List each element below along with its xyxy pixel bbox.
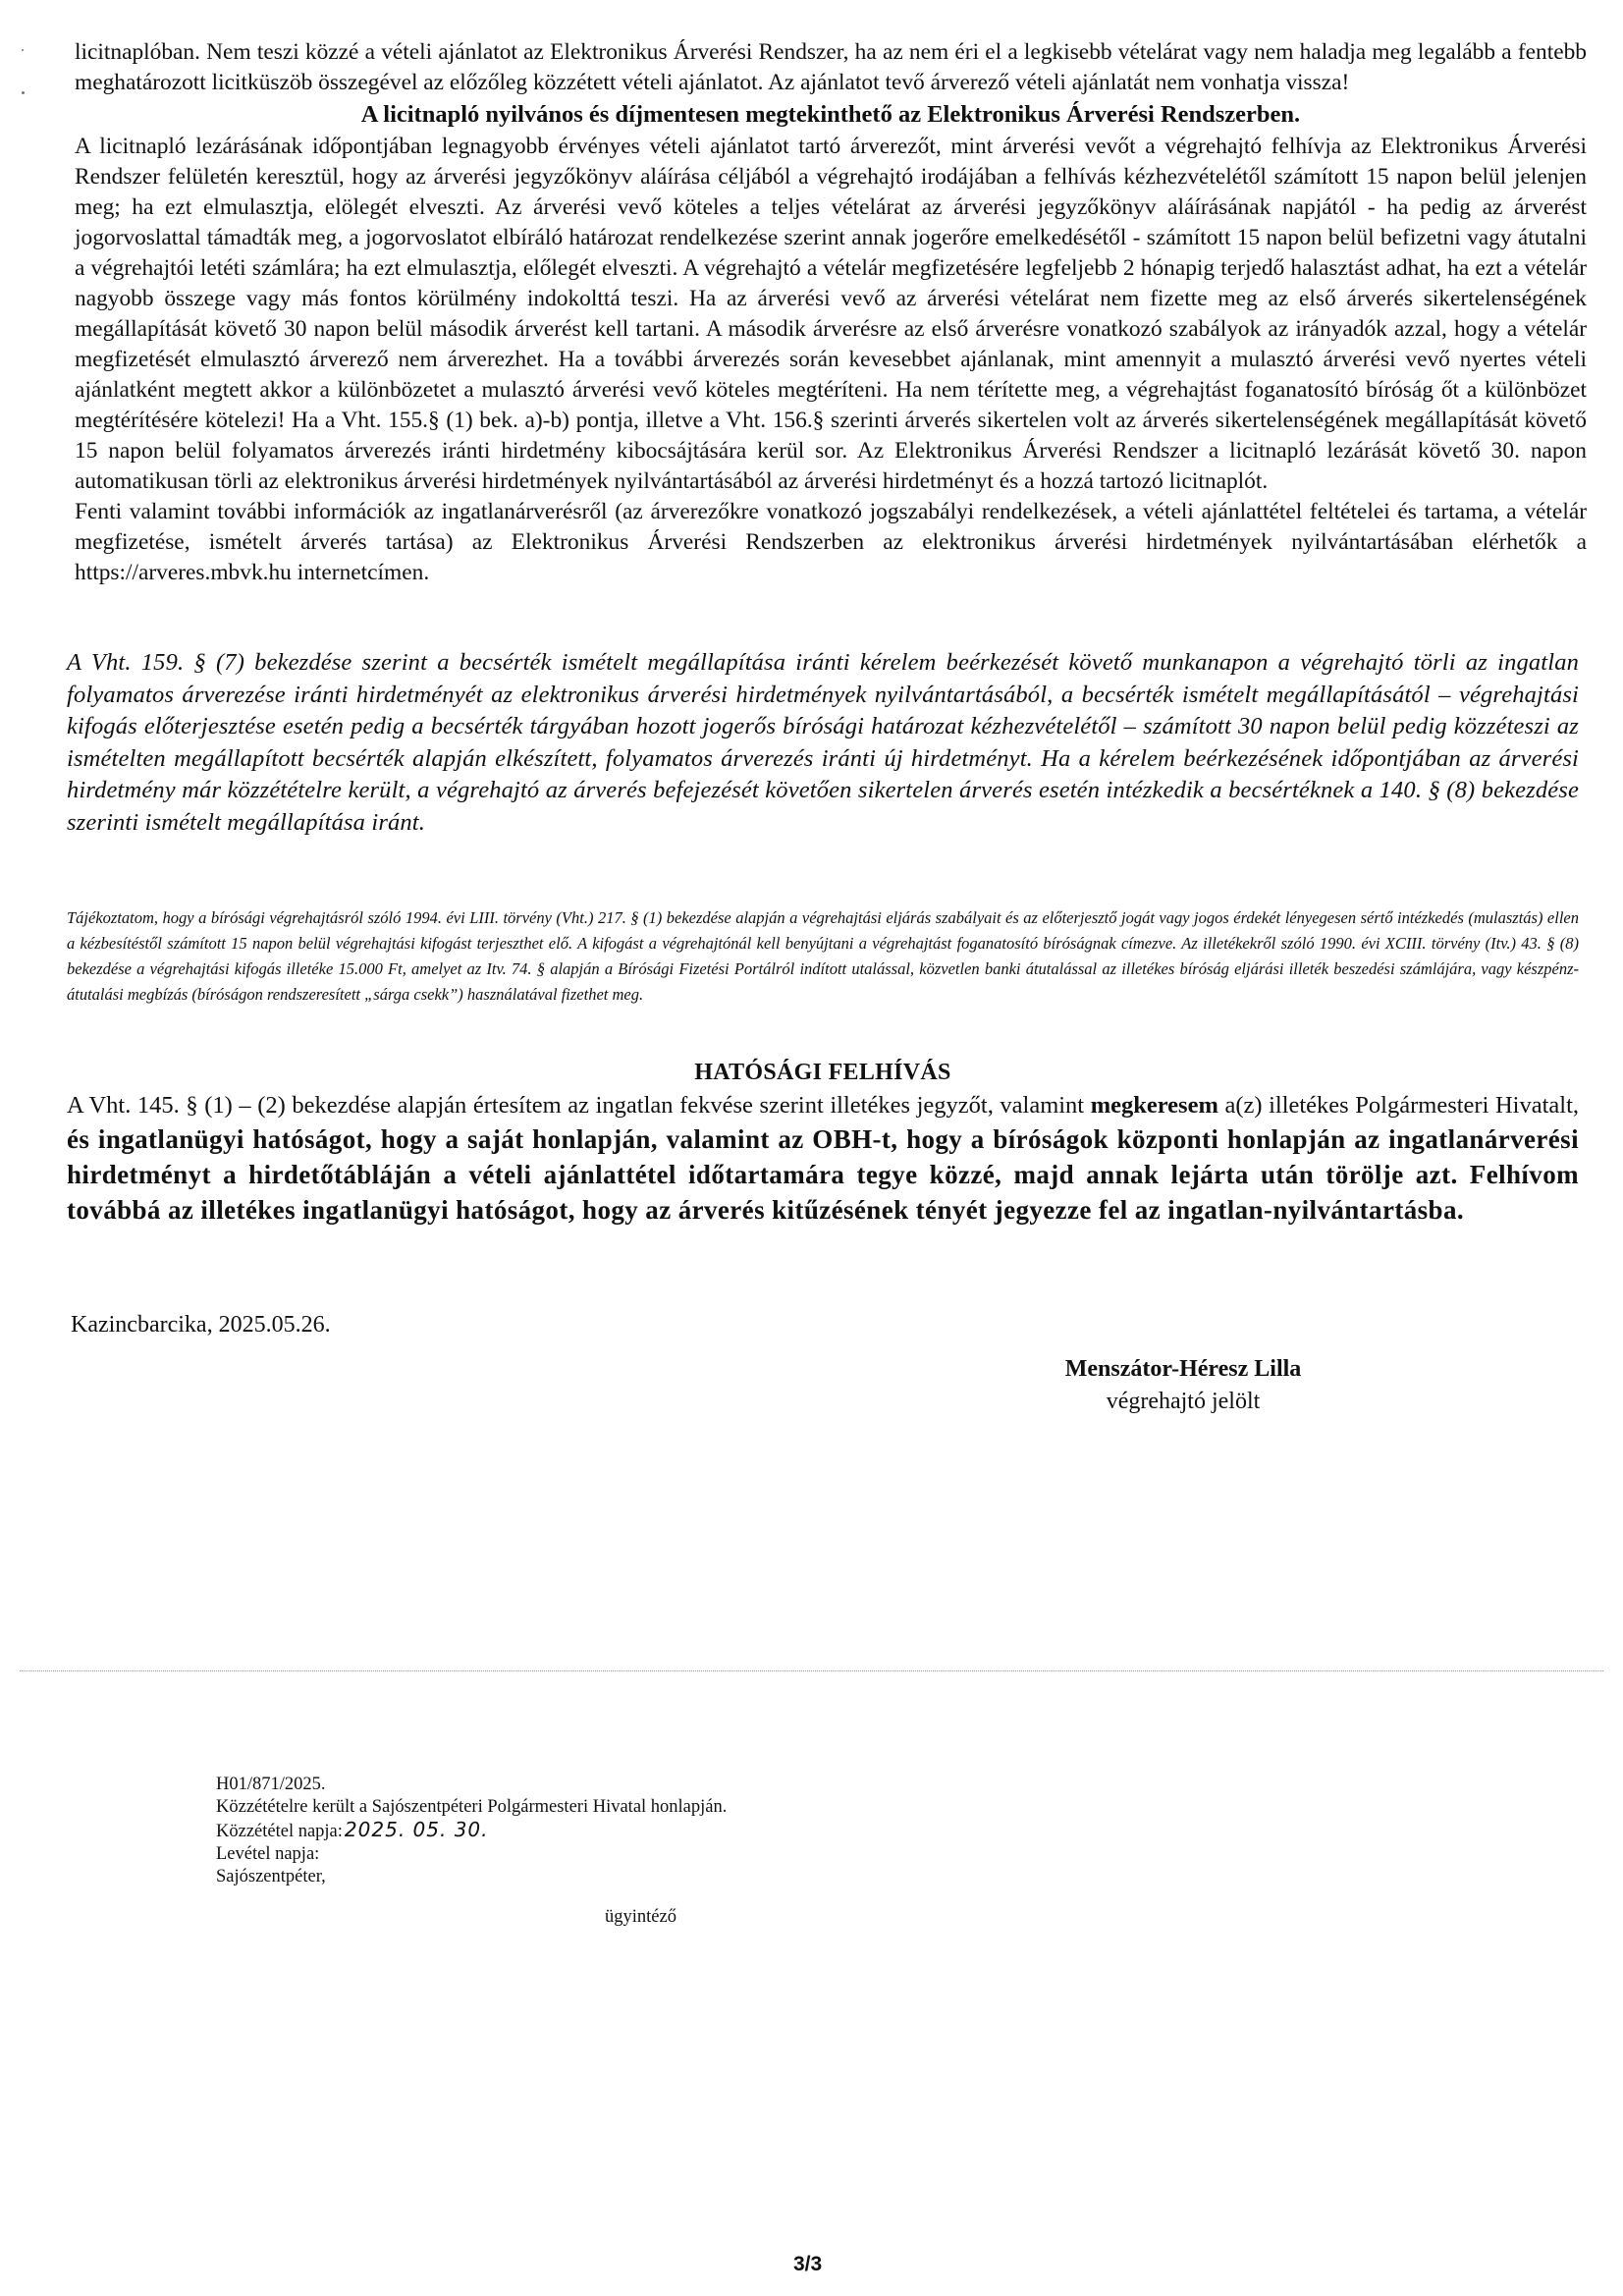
handwritten-date: 2025. 05. 30. [344,1818,489,1841]
signature-block [1060,1353,1306,1418]
authority-notice-emphasis: és ingatlanügyi hatóságot, hogy a saját honlapján, valamint az OBH-t, hogy a bíróságok központi honlapján az ingatlanárverési hirdetményt a hirdetőtábláján a vételi ajánlattétel időtartamára tegye közzé, majd annak lejárta után törölje azt. Felhívom továbbá az illetékes ingatlanügyi hatóságot, hogy az árverés kitűzésének tényét jegyezze fel az ingatlan-nyilvántartásba. [67,1124,1579,1225]
place-and-date: Kazincbarcika, 2025.05.26. [71,1312,331,1338]
auction-info-line: licitnaplóban. Nem teszi közzé a vételi ajánlatot az Elektronikus Árverési Rendszer, ha az nem éri el a legkisebb vételárat vagy nem haladja meg legalább a fentebb meghatározott licitküszöb összegével az előzőleg közzétett vételi ajánlatot. Az ajánlatot tevő árverező vételi ajánlatát nem vonhatja vissza! [75,39,1587,95]
removal-date-label: Levétel napja: [216,1844,320,1864]
publication-date-label: Közzététel napja: [216,1822,343,1841]
more-info-paragraph: Fenti valamint további információk az ingatlanárverésről (az árverezőkre vonatkozó jogszabályi rendelkezések, a vételi ajánlattétel feltételei és tartama, a vételár megfizetése, ismételt árverés tartása) az Elektronikus Árverési Rendszerben az elektronikus árverési hirdetmények nyilvántartásában elérhetők a https://arveres.mbvk.hu internetcímen. [75,499,1587,585]
authority-notice-request: megkeresem [1090,1092,1218,1119]
clerk-label: ügyintéző [605,1907,676,1927]
authority-notice-section [67,1056,1579,1228]
signer-title: végrehajtó jelölt [1106,1389,1261,1414]
publication-date-row [216,1819,727,1843]
authority-notice-text-c: a(z) illetékes Polgármesteri Hivatalt, [1217,1092,1579,1119]
licit-log-public-heading: A licitnapló nyilvános és díjmentesen megtekinthető az Elektronikus Árverési Rendszerben. [360,101,1301,128]
signer-name: Menszátor-Héresz Lilla [1064,1356,1302,1382]
authority-notice-text-a: A Vht. 145. § (1) – (2) bekezdése alapján értesítem az ingatlan fekvése szerint illetékes jegyzőt, valamint [67,1092,1091,1119]
authority-notice-title: HATÓSÁGI FELHÍVÁS [694,1060,951,1085]
case-reference: H01/871/2025. [216,1775,326,1794]
reappraisal-paragraph: A Vht. 159. § (7) bekezdése szerint a becsérték ismételt megállapítása iránti kérelem beérkezését követő munkanapon a végrehajtó törli az ingatlan folyamatos árverezése iránti hirdetményét az elektronikus árverési hirdetmények nyilvántartásából, a becsérték ismételt megállapításától – végrehajtási kifogás előterjesztése esetén pedig a becsérték tárgyában hozott jogerős bírósági határozat kézhezvételétől – számított 30 napon belül pedig közzéteszi az ismételten megállapított becsérték alapján elkészített, folyamatos árverezés iránti új hirdetményt. Ha a kérelem beérkezésének időpontjában az árverési hirdetmény már közzétételre került, a végrehajtó az árverés befejezését követően sikertelen árverés esetén intézkedik a becsértéknek a 140. § (8) bekezdése szerinti ismételt megállapítása iránt. [67,649,1579,836]
page-number: 3/3 [793,2253,823,2275]
publication-record [216,1774,727,1888]
buyer-obligations-paragraph: A licitnapló lezárásának időpontjában legnagyobb érvényes vételi ajánlatot tartó árverezőt, mint árverési vevőt a végrehajtó felhívja az Elektronikus Árverési Rendszer felületén keresztül, hogy az árverési jegyzőkönyv aláírása céljából a végrehajtó irodájában a felhívás kézhezvételétől számított 15 napon belül jelenjen meg; ha ezt elmulasztja, elölegét elveszti. Az árverési vevő köteles a teljes vételárat az árverési jegyzőkönyv aláírásának napjától - ha pedig az árverést jogorvoslattal támadták meg, a jogorvoslatot elbíráló határozat rendelkezése szerint annak jogerőre emelkedésétől - számított 15 napon belül befizetni vagy átutalni a végrehajtói letéti számlára; ha ezt elmulasztja, előlegét elveszti. A végrehajtó a vételár megfizetésére legfeljebb 2 hónapig terjedő halasztást adhat, ha ezt a vételár nagyobb összege vagy más fontos körülmény indokolttá teszi. Ha az árverési vevő az árverési vételárat nem fizette meg az első árverés sikertelenségének megállapítását követő 30 napon belül második árverést kell tartani. A második árverésre az első árverésre vonatkozó szabályok az irányadók azzal, hogy a vételár megfizetését elmulasztó árverező nem árverezhet. Ha a további árverezés során kevesebbet ajánlanak, mint amennyit a mulasztó árverési vevő nyertes vételi ajánlatként megtett akkor a különbözetet a mulasztó árverési vevő köteles megtéríteni. Ha nem térítette meg, a végrehajtást foganatosító bíróság őt a különbözet megtérítésére kötelezi! Ha a Vht. 155.§ (1) bek. a)-b) pontja, illetve a Vht. 156.§ szerinti árverés sikertelen volt az árverés sikertelenségének megállapítását követő 15 napon belül folyamatos árverezés iránti hirdetmény kibocsájtására kerül sor. Az Elektronikus Árverési Rendszer a licitnapló lezárását követő 30. napon automatikusan törli az elektronikus árverési hirdetmények nyilvántartásából az árverési hirdetményt és a hozzá tartozó licitnaplót. [75,134,1587,494]
objection-notice-paragraph: Tájékoztatom, hogy a bírósági végrehajtásról szóló 1994. évi LIII. törvény (Vht.) 217. § (1) bekezdése alapján a végrehajtási eljárás szabályait és az előterjesztő jogát vagy jogos érdekét lényegesen sértő intézkedés (mulasztás) ellen a kézbesítéstől számított 15 napon belül végrehajtási kifogást terjeszthet elő. A kifogást a végrehajtónál kell benyújtani a végrehajtást foganatosító bíróságnak címezve. Az illetékekről szóló 1990. évi XCIII. törvény (Itv.) 43. § (8) bekezdése a végrehajtási kifogás illetéke 15.000 Ft, amelyet az Itv. 74. § alapján a Bírósági Fizetési Portálról indított utalással, közvetlen banki átutalással az illetékes bíróság eljárási illeték beszedési számlájára, vagy készpénz-átutalási megbízás (bíróságon rendszeresített „sárga csekk”) használatával fizethet meg. [67,908,1579,1004]
publication-line: Közzétételre került a Sajószentpéteri Polgármesteri Hivatal honlapján. [216,1797,728,1817]
place-label: Sajószentpéter, [216,1867,326,1886]
scan-dot [22,91,25,94]
auction-info-section [67,37,1587,588]
page-divider [20,1670,1603,1671]
scan-dot [22,49,24,51]
